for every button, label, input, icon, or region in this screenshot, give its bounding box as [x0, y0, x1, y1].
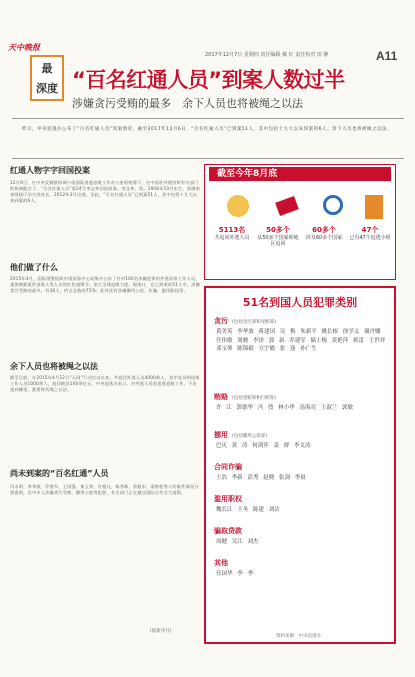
category-names: 黄美英 李华波 蒋建国 吴 梅 朱新平 姚长根 徐学义 谢丹娜 任伟敏 周骏 李泽 郭 新 乔建军 储士梅 黄艳萍 蒋雷 王世祥 邓宝琴 陈锦毅 方宇敏 张 逢 孙广生: [216, 329, 386, 352]
section-label: [30, 55, 64, 101]
section-label-line1: 最: [41, 62, 53, 75]
section-heading: 尚未到案的“百名红通”人员: [10, 469, 109, 478]
category-heading: 其他: [214, 559, 228, 567]
section-body: 截至目前，在2015年4月22日“天网”行动启动以来，共追回外逃人员4000余人，其中党员和国家工作人员1000余人，追回赃款100余亿元。中央追逃办表示，对外逃人员的追逃追赃工作，不论逃到哪里，都要将其绳之以法。: [10, 375, 200, 393]
coin-icon: [227, 195, 249, 217]
globe-icon: [323, 195, 343, 215]
category-names: 任国华 李 季: [216, 571, 253, 577]
category-names: 王浩 李新 彭秀 赵晓 张剑 李晨: [216, 475, 306, 481]
stats-box-title: 截至今年8月底: [209, 167, 391, 181]
stat-label: 涉及60多个国家: [305, 234, 343, 241]
stat-number: 50多个: [266, 226, 290, 234]
category-heading: 挪用 (包括挪用公款罪): [214, 431, 268, 439]
subheadline: 涉嫌贪污受贿的最多 余下人员也将被绳之以法: [72, 97, 303, 110]
divider: [12, 118, 404, 119]
page-number: A11: [376, 49, 398, 63]
category-heading: 贪污 (包括贪污罪和受贿罪): [214, 317, 277, 325]
category-heading: 骗取贷款: [214, 527, 242, 535]
stats-box: [204, 164, 396, 280]
category-names: 魏长江 王冬 陈建 刘洁: [216, 507, 280, 513]
categories-box-title: 51名到国人员犯罪类别: [242, 296, 358, 309]
category-heading: 合同诈骗: [214, 463, 242, 471]
categories-box: [204, 286, 396, 644]
stat-label: 已有47个追逃小组: [349, 234, 391, 241]
headline: “百名红通人员”到案人数过半: [72, 68, 345, 92]
section-heading: 红通人物字字回国投案: [10, 166, 90, 175]
lead-paragraph: 昨日，中央追逃办公布了“百名红通人员”到案情况，截至2017年12月6日，“百名红通人员”已到案51人，其中包括十九大以来到案的6人。余下人员也将被绳之以法。: [22, 127, 392, 132]
category-heading: 贿赂 (包括受贿罪和行贿罪): [214, 393, 277, 401]
section-heading: 他们做了什么: [10, 263, 58, 272]
stat-label: 从50多个国家和地区追回: [257, 234, 299, 247]
document-icon: [365, 195, 383, 219]
gavel-icon: [275, 196, 299, 216]
section-label-line2: 深度: [36, 82, 58, 95]
newspaper-logo: 天中晚报: [8, 42, 40, 52]
category-names: 巴庆 黄 涛 何剑萍 姜 群 李文涛: [216, 443, 311, 449]
section-body: 2015年4月，国际刑警组织中国国家中心局集中公布了针对100名涉嫌犯罪的外逃国家工作人员、重要腐败案件涉案人等人员的红色通缉令。加大全球追缉力度。据统计，在已到案的51人中，涉嫌贪污受贿的最多，有38人，约占总数的75%；此外还有涉嫌挪用公款、诈骗、滥用职权等。: [10, 276, 201, 294]
category-names: 许 江 郭德华 冯 弢 林小华 汤海亮 王淑兰 郭敏: [216, 405, 353, 411]
stat-number: 60多个: [312, 226, 336, 234]
stat-number: 5113名: [218, 226, 246, 234]
category-heading: 滥用职权: [214, 495, 242, 503]
stat-label: 共追回外逃人员: [214, 234, 250, 241]
section-body: 12月6日，在中央反腐败协调小组国际追逃追赃工作办公室的统筹下，在中国驻外使馆和有关部门的协调配合下，“百名红通人员”第24号李文革回国投案。李文革，男，1958年10月出生，原湖南省财政厅综合处处长，2012年3月出逃。至此，“百名红通人员”已到案51人，其中包括十九大以来到案的6人。: [10, 180, 200, 204]
section-body: 闫永明、李华波、乔建军、王国强、黄玉荣、许超凡、杨秀珠、余振东、梁锦松等人的案件情况分别说明，其中多人涉嫌贪污受贿、挪用公款等犯罪，有关部门正在通过国际合作全力追缉。: [10, 484, 199, 496]
divider: [12, 158, 404, 159]
date-line: 2017年12月7日 星期四 责任编辑 戴 红 责任校对 田 静: [205, 52, 329, 58]
section-heading: 余下人员也将被绳之以法: [10, 362, 98, 371]
stat-number: 47个: [361, 226, 379, 234]
source-note: 资料来源：中央追逃办: [276, 634, 321, 639]
byline: (据新华社): [150, 629, 172, 634]
category-names: 周健 吴江 刘杰: [216, 539, 259, 545]
